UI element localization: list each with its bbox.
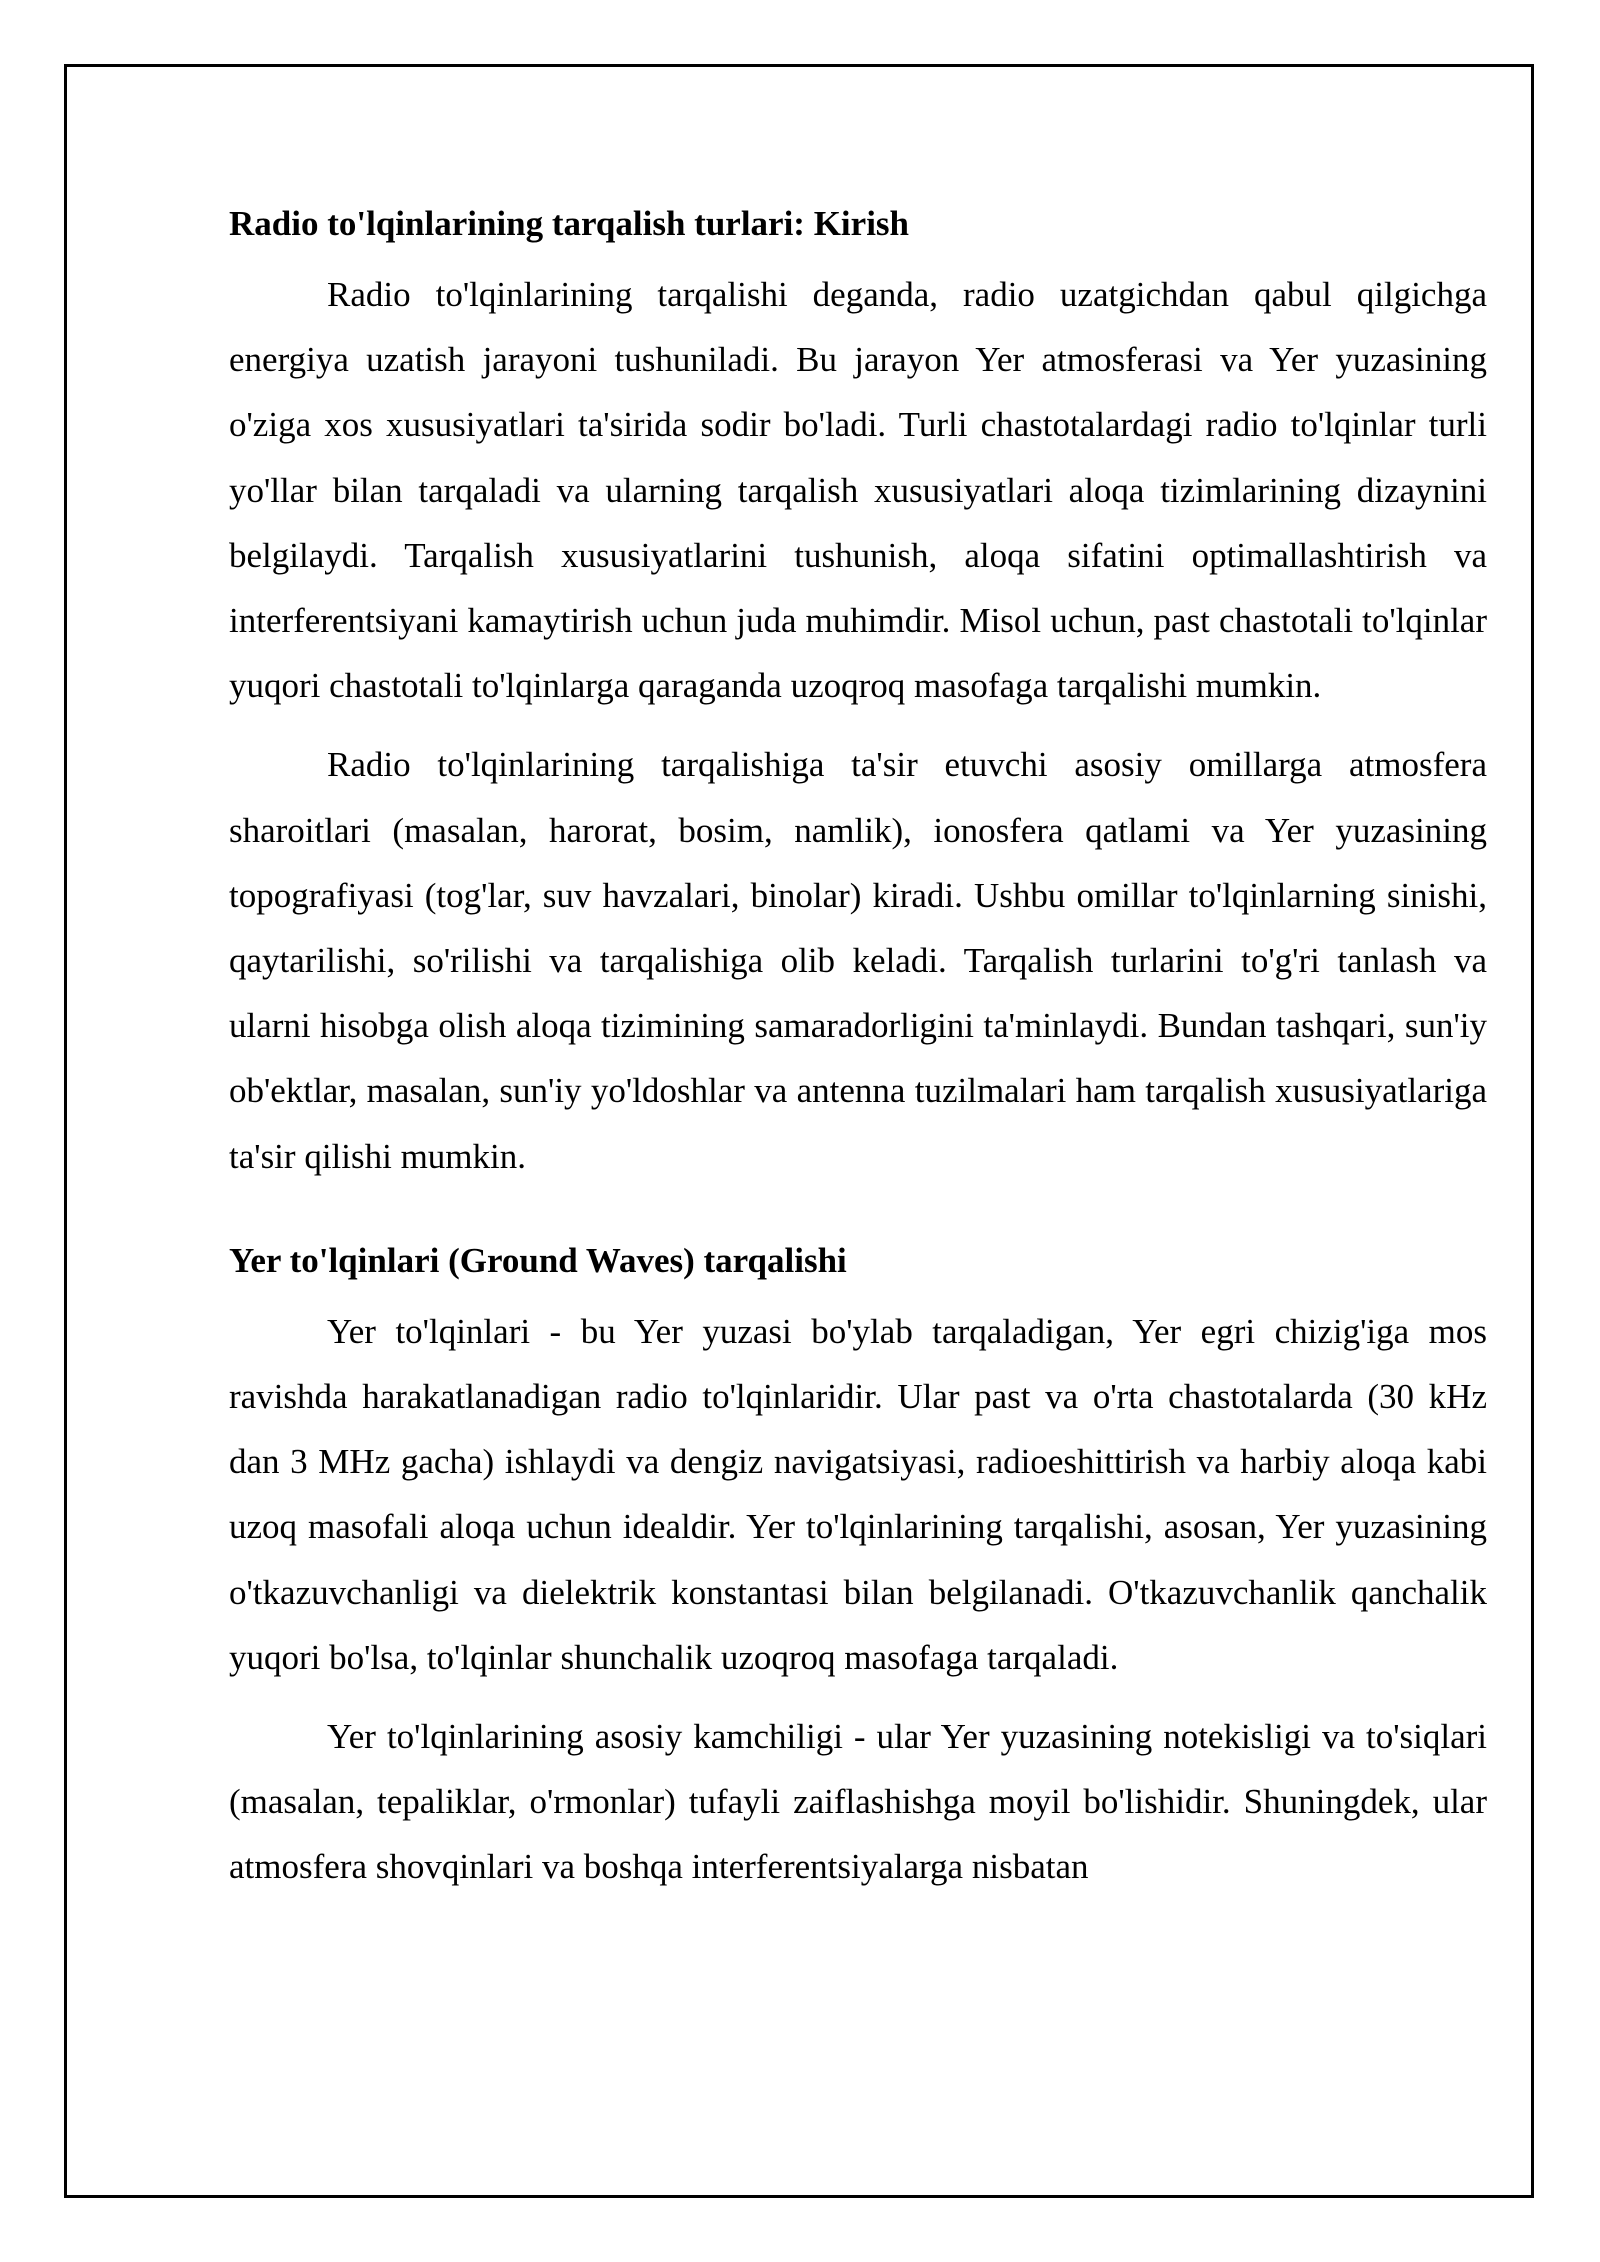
paragraph: Yer to'lqinlarining asosiy kamchiligi - ular Yer yuzasining notekisligi va to'siqlari (masalan, tepaliklar, o'rmonlar) tufayli zaiflashishga moyil bo'lishidir. Shuningdek, ular atmosfera shovqinlari va boshqa interferentsiyalarga nisbatan [229, 1717, 1487, 1887]
section-heading-ground-waves: Yer to'lqinlari (Ground Waves) tarqalishi [229, 1240, 847, 1280]
paragraph: Yer to'lqinlari - bu Yer yuzasi bo'ylab tarqaladigan, Yer egri chizig'iga mos ravishda harakatlanadigan radio to'lqinlaridir. Ular past va o'rta chastotalarda (30 kHz dan 3 MHz gacha) ishlaydi va dengiz navigatsiyasi, radioeshittirish va harbiy aloqa kabi uzoq masofali aloqa uchun idealdir. Yer to'lqinlarining tarqalishi, asosan, Yer yuzasining o'tkazuvchanligi va dielektrik konstantasi bilan belgilanadi. O'tkazuvchanlik qanchalik yuqori bo'lsa, to'lqinlar shunchalik uzoqroq masofaga tarqaladi. [229, 1311, 1487, 1677]
paragraph: Radio to'lqinlarining tarqalishi deganda, radio uzatgichdan qabul qilgichga energiya uzatish jarayoni tushuniladi. Bu jarayon Yer atmosferasi va Yer yuzasining o'ziga xos xususiyatlari ta'sirida sodir bo'ladi. Turli chastotalardagi radio to'lqinlar turli yo'llar bilan tarqaladi va ularning tarqalish xususiyatlari aloqa tizimlarining dizaynini belgilaydi. Tarqalish xususiyatlarini tushunish, aloqa sifatini optimallashtirish va interferentsiyani kamaytirish uchun juda muhimdir. Misol uchun, past chastotali to'lqinlar yuqori chastotali to'lqinlarga qaraganda uzoqroq masofaga tarqalishi mumkin. [229, 275, 1487, 706]
paragraph: Radio to'lqinlarining tarqalishiga ta'sir etuvchi asosiy omillarga atmosfera sharoitlari (masalan, harorat, bosim, namlik), ionosfera qatlami va Yer yuzasining topografiyasi (tog'lar, suv havzalari, binolar) kiradi. Ushbu omillar to'lqinlarning sinishi, qaytarilishi, so'rilishi va tarqalishiga olib keladi. Tarqalish turlarini to'g'ri tanlash va ularni hisobga olish aloqa tizimining samaradorligini ta'minlaydi. Bundan tashqari, sun'iy ob'ektlar, masalan, sun'iy yo'ldoshlar va antenna tuzilmalari ham tarqalish xususiyatlariga ta'sir qilishi mumkin. [229, 745, 1487, 1176]
document-body [229, 196, 1487, 1914]
section-heading-intro: Radio to'lqinlarining tarqalish turlari: Kirish [229, 204, 910, 243]
